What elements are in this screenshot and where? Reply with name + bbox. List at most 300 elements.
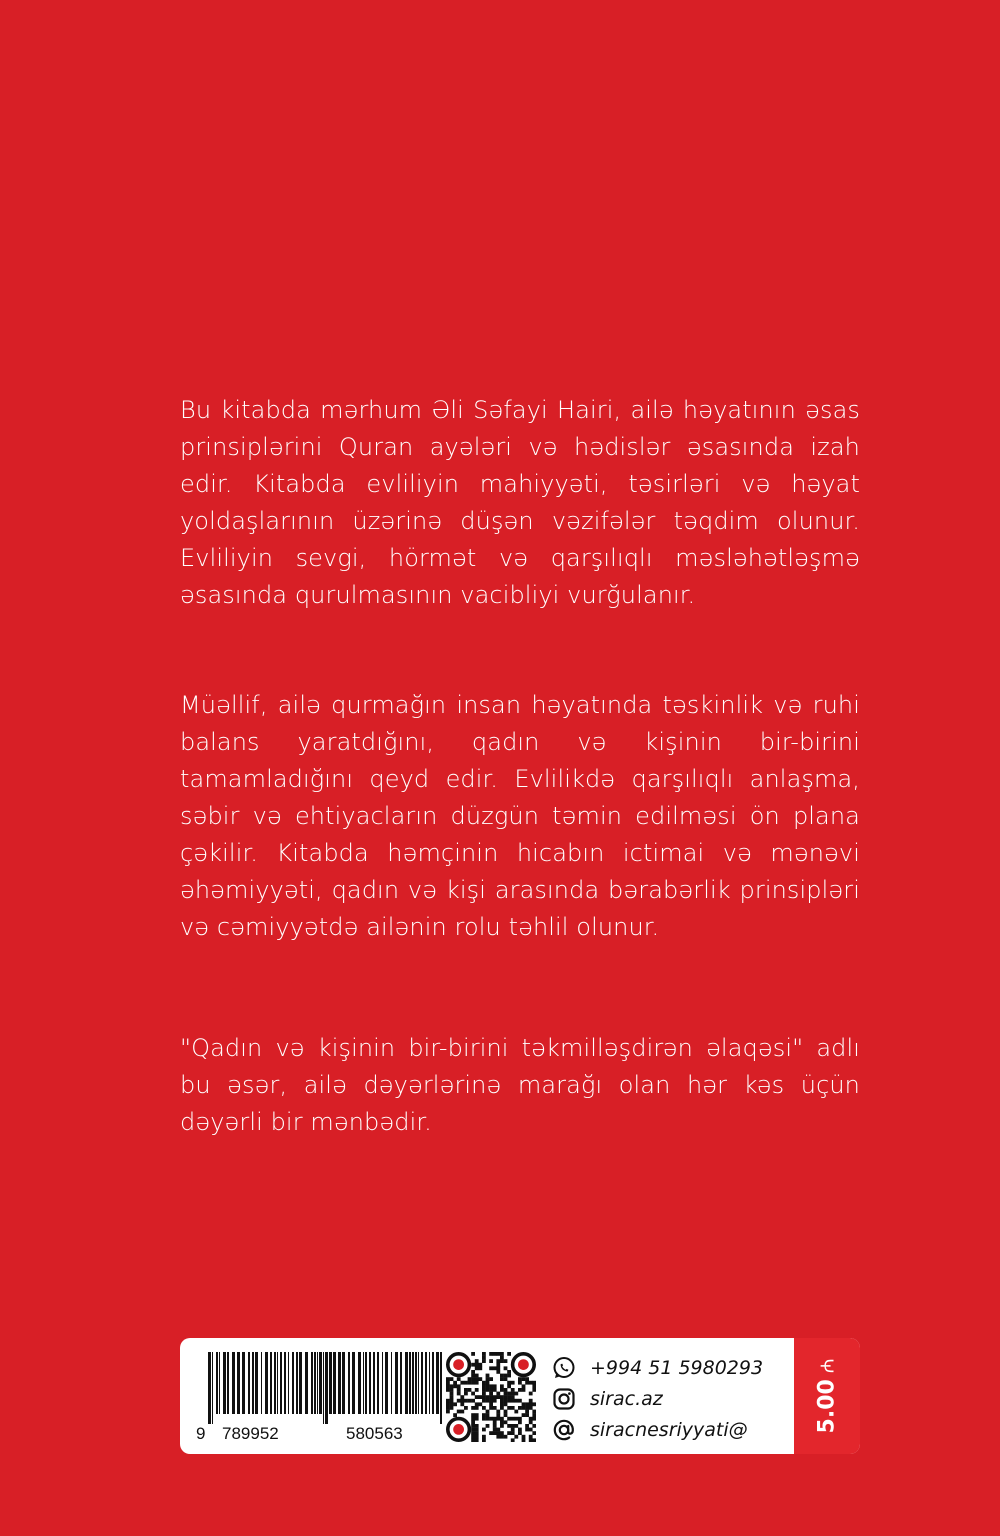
- barcode-bar: [288, 1352, 289, 1414]
- qr-module: [525, 1381, 529, 1385]
- barcode-bar: [319, 1352, 322, 1414]
- barcode-bar: [385, 1352, 388, 1414]
- qr-module: [486, 1417, 490, 1421]
- qr-module: [518, 1417, 522, 1421]
- isbn-right-digits: 580563: [346, 1424, 403, 1443]
- qr-module: [496, 1363, 500, 1367]
- qr-module: [511, 1428, 515, 1432]
- qr-module: [507, 1392, 511, 1396]
- qr-module: [457, 1392, 461, 1396]
- barcode-bar: [382, 1352, 383, 1414]
- qr-module: [453, 1384, 457, 1388]
- qr-module: [522, 1406, 526, 1410]
- qr-module: [482, 1359, 486, 1363]
- qr-module: [482, 1435, 486, 1439]
- qr-module: [500, 1399, 504, 1403]
- barcode-bar: [252, 1352, 254, 1414]
- qr-module: [514, 1424, 518, 1428]
- qr-module: [471, 1352, 475, 1356]
- barcode-bar: [237, 1352, 240, 1414]
- qr-module: [457, 1410, 461, 1414]
- qr-module: [493, 1352, 497, 1356]
- qr-module: [460, 1399, 464, 1403]
- qr-module: [504, 1377, 508, 1381]
- qr-module: [496, 1366, 500, 1370]
- qr-module: [486, 1399, 490, 1403]
- qr-module: [493, 1424, 497, 1428]
- isbn-lead-digit: 9: [196, 1424, 206, 1443]
- qr-module: [489, 1377, 493, 1381]
- qr-module: [496, 1428, 500, 1432]
- qr-module: [525, 1428, 529, 1432]
- publisher-info-panel: [180, 1338, 860, 1454]
- qr-module: [478, 1366, 482, 1370]
- qr-module: [529, 1417, 533, 1421]
- qr-module: [504, 1402, 508, 1406]
- qr-module: [518, 1377, 522, 1381]
- isbn-barcode: [194, 1352, 454, 1442]
- qr-module: [522, 1413, 526, 1417]
- barcode-bar: [299, 1352, 302, 1414]
- qr-module: [475, 1395, 479, 1399]
- qr-module: [500, 1431, 504, 1435]
- barcode-bar: [425, 1352, 427, 1414]
- qr-module: [489, 1352, 493, 1356]
- qr-module: [507, 1417, 511, 1421]
- qr-module: [529, 1420, 533, 1424]
- qr-module: [446, 1384, 450, 1388]
- qr-module: [529, 1392, 533, 1396]
- qr-module: [504, 1413, 508, 1417]
- qr-module: [500, 1377, 504, 1381]
- qr-module: [475, 1424, 479, 1428]
- whatsapp-icon: [552, 1356, 576, 1380]
- qr-module: [475, 1406, 479, 1410]
- qr-module: [489, 1392, 493, 1396]
- qr-module: [511, 1399, 515, 1403]
- qr-module: [482, 1352, 486, 1356]
- qr-module: [532, 1424, 536, 1428]
- qr-module: [457, 1377, 461, 1381]
- barcode-bar: [418, 1352, 419, 1414]
- qr-module: [471, 1413, 475, 1417]
- barcode-bar: [338, 1352, 341, 1414]
- qr-module: [471, 1363, 475, 1367]
- barcode-bar: [373, 1352, 375, 1414]
- qr-module: [493, 1417, 497, 1421]
- instagram-icon: [552, 1387, 576, 1411]
- qr-module: [489, 1431, 493, 1435]
- barcode-bar: [409, 1352, 411, 1414]
- qr-module: [471, 1392, 475, 1396]
- barcode-bar: [208, 1352, 211, 1424]
- contact-website[interactable]: [552, 1385, 663, 1413]
- qr-module: [493, 1406, 497, 1410]
- barcode-bar: [325, 1352, 328, 1424]
- barcode-bar: [432, 1352, 434, 1414]
- qr-module: [475, 1435, 479, 1439]
- qr-module: [475, 1388, 479, 1392]
- qr-module: [482, 1356, 486, 1360]
- barcode-bar: [219, 1352, 220, 1414]
- qr-module: [504, 1374, 508, 1378]
- qr-module: [450, 1388, 454, 1392]
- barcode-bar: [348, 1352, 350, 1414]
- barcode-bars: [194, 1352, 454, 1424]
- qr-module: [514, 1435, 518, 1439]
- qr-module: [478, 1363, 482, 1367]
- email-address: siracnesriyyati@: [590, 1419, 748, 1441]
- qr-module: [471, 1406, 475, 1410]
- qr-module: [493, 1395, 497, 1399]
- qr-module: [511, 1395, 515, 1399]
- qr-module: [507, 1384, 511, 1388]
- qr-module: [496, 1413, 500, 1417]
- qr-finder-inner: [518, 1359, 529, 1370]
- qr-module: [482, 1399, 486, 1403]
- barcode-bar: [248, 1352, 250, 1414]
- barcode-bar: [212, 1352, 213, 1424]
- price-label: [815, 1359, 840, 1434]
- qr-module: [475, 1359, 479, 1363]
- qr-module: [493, 1366, 497, 1370]
- qr-module: [500, 1356, 504, 1360]
- qr-module: [496, 1359, 500, 1363]
- qr-finder-inner: [453, 1424, 464, 1435]
- barcode-bar: [429, 1352, 430, 1414]
- isbn-digits: [194, 1424, 454, 1444]
- qr-module: [464, 1399, 468, 1403]
- qr-module: [525, 1406, 529, 1410]
- qr-code-image: [446, 1352, 536, 1442]
- qr-module: [518, 1388, 522, 1392]
- barcode-bar: [363, 1352, 364, 1414]
- qr-module: [532, 1410, 536, 1414]
- qr-module: [500, 1359, 504, 1363]
- qr-module: [453, 1413, 457, 1417]
- qr-module: [475, 1402, 479, 1406]
- barcode-bar: [421, 1352, 423, 1414]
- qr-module: [529, 1435, 533, 1439]
- qr-module: [522, 1388, 526, 1392]
- qr-module: [471, 1399, 475, 1403]
- barcode-bar: [314, 1352, 316, 1414]
- qr-module: [486, 1374, 490, 1378]
- qr-module: [446, 1406, 450, 1410]
- qr-module: [478, 1402, 482, 1406]
- qr-module: [453, 1381, 457, 1385]
- barcode-bar: [412, 1352, 414, 1414]
- barcode-bar: [232, 1352, 235, 1414]
- qr-module: [525, 1424, 529, 1428]
- qr-module: [464, 1381, 468, 1385]
- qr-module: [446, 1388, 450, 1392]
- qr-module: [471, 1431, 475, 1435]
- description-paragraph-3: "Qadın və kişinin bir-birini təkmilləşdirən əlaqəsi" adlı bu əsər, ailə dəyərlərinə marağı olan hər kəs üçün dəyərli bir mənbədir.: [180, 1034, 860, 1136]
- barcode-bar: [270, 1352, 272, 1414]
- qr-module: [475, 1431, 479, 1435]
- qr-module: [468, 1399, 472, 1403]
- qr-module: [471, 1428, 475, 1432]
- qr-module: [493, 1431, 497, 1435]
- qr-module: [514, 1399, 518, 1403]
- isbn-left-digits: 789952: [222, 1424, 279, 1443]
- qr-module: [475, 1377, 479, 1381]
- barcode-bar: [395, 1352, 398, 1414]
- qr-module: [532, 1413, 536, 1417]
- qr-module: [504, 1420, 508, 1424]
- qr-module: [450, 1384, 454, 1388]
- qr-module: [511, 1392, 515, 1396]
- qr-module: [525, 1402, 529, 1406]
- qr-module: [482, 1388, 486, 1392]
- qr-module: [507, 1395, 511, 1399]
- qr-module: [464, 1392, 468, 1396]
- qr-module: [522, 1438, 526, 1442]
- qr-module: [478, 1395, 482, 1399]
- qr-code[interactable]: [446, 1352, 536, 1442]
- barcode-bar: [352, 1352, 355, 1414]
- qr-module: [511, 1431, 515, 1435]
- qr-module: [482, 1428, 486, 1432]
- qr-module: [489, 1402, 493, 1406]
- qr-module: [493, 1384, 497, 1388]
- qr-module: [486, 1424, 490, 1428]
- qr-module: [496, 1410, 500, 1414]
- barcode-bar: [323, 1352, 324, 1424]
- qr-module: [475, 1438, 479, 1442]
- qr-module: [482, 1438, 486, 1442]
- qr-module: [482, 1406, 486, 1410]
- barcode-bar: [358, 1352, 361, 1414]
- qr-module: [471, 1420, 475, 1424]
- qr-module: [471, 1377, 475, 1381]
- qr-module: [529, 1438, 533, 1442]
- qr-module: [471, 1374, 475, 1378]
- qr-module: [486, 1381, 490, 1385]
- barcode-bar: [223, 1352, 226, 1414]
- qr-module: [457, 1399, 461, 1403]
- qr-module: [460, 1395, 464, 1399]
- qr-module: [496, 1435, 500, 1439]
- qr-module: [500, 1435, 504, 1439]
- barcode-bar: [365, 1352, 367, 1414]
- qr-module: [475, 1374, 479, 1378]
- qr-module: [525, 1377, 529, 1381]
- qr-module: [460, 1402, 464, 1406]
- qr-module: [489, 1384, 493, 1388]
- qr-module: [511, 1388, 515, 1392]
- qr-module: [518, 1399, 522, 1403]
- qr-module: [489, 1388, 493, 1392]
- qr-module: [450, 1395, 454, 1399]
- qr-module: [507, 1399, 511, 1403]
- at-icon: [552, 1418, 576, 1442]
- barcode-bar: [400, 1352, 402, 1414]
- manat-currency-icon: ₼: [817, 1358, 839, 1374]
- qr-module: [475, 1413, 479, 1417]
- qr-module: [486, 1388, 490, 1392]
- qr-module: [482, 1395, 486, 1399]
- qr-module: [486, 1410, 490, 1414]
- qr-module: [482, 1381, 486, 1385]
- qr-module: [500, 1417, 504, 1421]
- qr-module: [486, 1384, 490, 1388]
- qr-module: [500, 1406, 504, 1410]
- qr-module: [486, 1413, 490, 1417]
- qr-module: [471, 1435, 475, 1439]
- barcode-bar: [391, 1352, 392, 1414]
- qr-module: [504, 1395, 508, 1399]
- barcode-bar: [369, 1352, 371, 1414]
- qr-module: [504, 1399, 508, 1403]
- barcode-bar: [342, 1352, 345, 1414]
- qr-module: [507, 1374, 511, 1378]
- qr-module: [475, 1381, 479, 1385]
- qr-module: [446, 1410, 450, 1414]
- qr-module: [489, 1399, 493, 1403]
- barcode-bar: [216, 1352, 218, 1414]
- qr-module: [532, 1388, 536, 1392]
- barcode-bar: [261, 1352, 262, 1414]
- qr-module: [489, 1406, 493, 1410]
- qr-module: [460, 1410, 464, 1414]
- barcode-bar: [317, 1352, 318, 1414]
- contact-list: [552, 1352, 792, 1442]
- qr-module: [507, 1424, 511, 1428]
- qr-module: [500, 1402, 504, 1406]
- qr-module: [511, 1406, 515, 1410]
- qr-module: [496, 1417, 500, 1421]
- qr-module: [500, 1374, 504, 1378]
- qr-module: [532, 1402, 536, 1406]
- qr-module: [504, 1366, 508, 1370]
- qr-module: [464, 1388, 468, 1392]
- qr-module: [532, 1417, 536, 1421]
- qr-module: [532, 1381, 536, 1385]
- qr-module: [529, 1428, 533, 1432]
- qr-module: [464, 1406, 468, 1410]
- qr-module: [468, 1388, 472, 1392]
- barcode-bar: [329, 1352, 332, 1414]
- barcode-bar: [405, 1352, 408, 1414]
- qr-module: [489, 1359, 493, 1363]
- qr-module: [504, 1435, 508, 1439]
- qr-module: [522, 1435, 526, 1439]
- qr-module: [471, 1381, 475, 1385]
- qr-module: [489, 1395, 493, 1399]
- phone-number: +994 51 5980293: [590, 1357, 764, 1379]
- qr-module: [507, 1370, 511, 1374]
- qr-module: [446, 1402, 450, 1406]
- qr-module: [471, 1424, 475, 1428]
- barcode-bar: [333, 1352, 336, 1414]
- qr-module: [511, 1381, 515, 1385]
- qr-module: [518, 1431, 522, 1435]
- qr-module: [507, 1381, 511, 1385]
- barcode-bar: [277, 1352, 278, 1414]
- barcode-bar: [436, 1352, 439, 1414]
- barcode-bar: [274, 1352, 276, 1414]
- description-paragraph-1: Bu kitabda mərhum Əli Səfayi Hairi, ailə həyatının əsas prinsiplərini Quran ayələri və hədislər əsasında izah edir. Kitabda evliliyin mahiyyəti, təsirləri və həyat yoldaşlarının üzərinə düşən vəzifələr təqdim olunur. Evliliyin sevgi, hörmət və qarşılıqlı məsləhətləşmə əsasında qurulmasının vacibliyi vurğulanır.: [180, 396, 860, 609]
- qr-module: [482, 1413, 486, 1417]
- barcode-bar: [280, 1352, 282, 1414]
- qr-module: [504, 1388, 508, 1392]
- qr-module: [500, 1384, 504, 1388]
- qr-module: [457, 1388, 461, 1392]
- barcode-bar: [296, 1352, 298, 1414]
- qr-module: [450, 1402, 454, 1406]
- qr-module: [486, 1395, 490, 1399]
- qr-module: [475, 1428, 479, 1432]
- contact-phone[interactable]: [552, 1354, 763, 1382]
- qr-module: [500, 1352, 504, 1356]
- qr-module: [525, 1413, 529, 1417]
- qr-module: [493, 1388, 497, 1392]
- qr-module: [475, 1417, 479, 1421]
- qr-module: [450, 1406, 454, 1410]
- qr-module: [460, 1381, 464, 1385]
- barcode-bar: [292, 1352, 294, 1414]
- qr-module: [482, 1392, 486, 1396]
- qr-module: [500, 1388, 504, 1392]
- website-link: sirac.az: [590, 1388, 663, 1410]
- qr-module: [500, 1395, 504, 1399]
- qr-module: [489, 1417, 493, 1421]
- qr-module: [507, 1352, 511, 1356]
- qr-module: [471, 1438, 475, 1442]
- qr-module: [500, 1420, 504, 1424]
- qr-module: [478, 1377, 482, 1381]
- qr-module: [450, 1377, 454, 1381]
- qr-module: [514, 1410, 518, 1414]
- qr-module: [518, 1406, 522, 1410]
- qr-module: [450, 1399, 454, 1403]
- qr-module: [500, 1424, 504, 1428]
- qr-module: [450, 1392, 454, 1396]
- qr-module: [504, 1359, 508, 1363]
- price-tag: [794, 1338, 860, 1454]
- qr-module: [493, 1420, 497, 1424]
- barcode-bar: [227, 1352, 229, 1414]
- qr-module: [489, 1366, 493, 1370]
- qr-module: [482, 1417, 486, 1421]
- qr-module: [493, 1428, 497, 1432]
- qr-module: [518, 1420, 522, 1424]
- qr-module: [446, 1381, 450, 1385]
- qr-module: [475, 1363, 479, 1367]
- qr-module: [475, 1366, 479, 1370]
- qr-module: [511, 1417, 515, 1421]
- qr-module: [522, 1402, 526, 1406]
- qr-module: [468, 1381, 472, 1385]
- qr-module: [471, 1417, 475, 1421]
- qr-module: [486, 1377, 490, 1381]
- barcode-bar: [305, 1352, 308, 1414]
- qr-module: [507, 1406, 511, 1410]
- barcode-bar: [284, 1352, 286, 1414]
- qr-module: [522, 1377, 526, 1381]
- qr-module: [496, 1431, 500, 1435]
- barcode-bar: [265, 1352, 268, 1414]
- qr-module: [496, 1352, 500, 1356]
- qr-module: [529, 1381, 533, 1385]
- qr-module: [518, 1381, 522, 1385]
- qr-module: [514, 1417, 518, 1421]
- qr-module: [522, 1384, 526, 1388]
- qr-module: [529, 1402, 533, 1406]
- contact-email[interactable]: [552, 1416, 748, 1444]
